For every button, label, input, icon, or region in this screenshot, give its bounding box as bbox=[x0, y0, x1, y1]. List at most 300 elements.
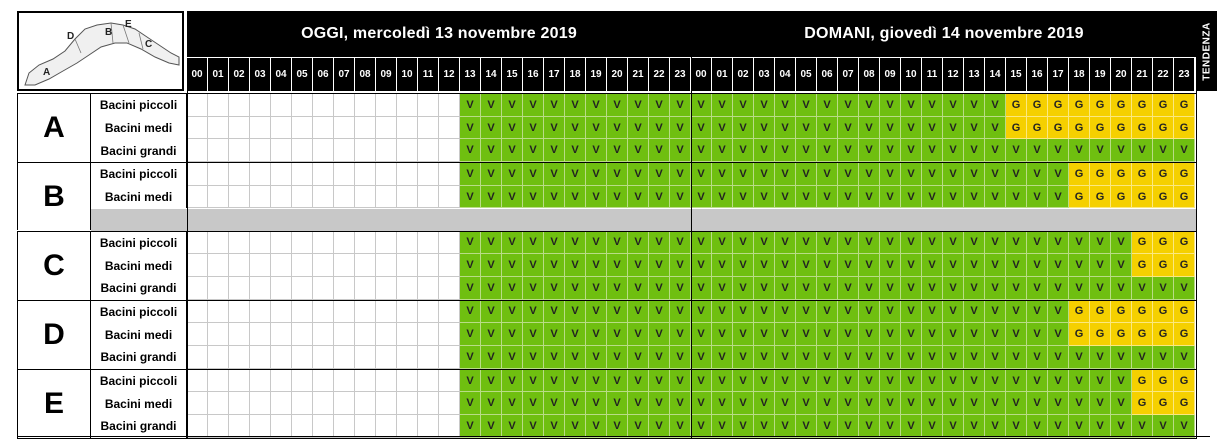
hour-header: 16 bbox=[523, 58, 544, 91]
forecast-cell: V bbox=[628, 163, 649, 186]
forecast-cell: V bbox=[943, 117, 964, 140]
hour-header: 03 bbox=[754, 58, 775, 91]
forecast-cell: V bbox=[796, 232, 817, 255]
forecast-cell bbox=[376, 117, 397, 140]
forecast-cell: V bbox=[838, 301, 859, 324]
forecast-cell: G bbox=[1174, 186, 1195, 209]
forecast-cell: V bbox=[670, 392, 691, 415]
forecast-cell: V bbox=[460, 186, 481, 209]
forecast-cell bbox=[229, 232, 250, 255]
forecast-cell: G bbox=[1174, 94, 1195, 117]
forecast-cell: V bbox=[544, 117, 565, 140]
forecast-cell bbox=[250, 232, 271, 255]
forecast-cell: V bbox=[481, 370, 502, 393]
forecast-cell: V bbox=[649, 346, 670, 369]
forecast-cell bbox=[439, 277, 460, 300]
forecast-cell bbox=[376, 163, 397, 186]
forecast-cell: V bbox=[607, 139, 628, 162]
forecast-cell: G bbox=[1132, 163, 1153, 186]
forecast-cell: G bbox=[1006, 117, 1027, 140]
basin-label: Bacini medi bbox=[91, 117, 187, 140]
forecast-cell: V bbox=[1111, 392, 1132, 415]
forecast-cell bbox=[208, 254, 229, 277]
forecast-cell: V bbox=[712, 392, 733, 415]
forecast-cell: V bbox=[565, 277, 586, 300]
hour-header: 05 bbox=[292, 58, 313, 91]
forecast-cell: V bbox=[1069, 232, 1090, 255]
forecast-cell: V bbox=[1174, 415, 1195, 438]
forecast-cell bbox=[208, 117, 229, 140]
forecast-cell: V bbox=[796, 392, 817, 415]
forecast-cell: G bbox=[1111, 163, 1132, 186]
forecast-cell: V bbox=[859, 392, 880, 415]
hour-header: 16 bbox=[1027, 58, 1048, 91]
forecast-cell: G bbox=[1027, 117, 1048, 140]
hour-header: 10 bbox=[901, 58, 922, 91]
forecast-cell: V bbox=[964, 277, 985, 300]
forecast-cell bbox=[355, 186, 376, 209]
forecast-cell: G bbox=[1132, 301, 1153, 324]
forecast-cell: G bbox=[1132, 94, 1153, 117]
hour-header: 03 bbox=[250, 58, 271, 91]
forecast-cell: V bbox=[943, 163, 964, 186]
forecast-cell: V bbox=[502, 117, 523, 140]
forecast-cell bbox=[355, 163, 376, 186]
forecast-cell bbox=[271, 94, 292, 117]
forecast-cell: V bbox=[964, 346, 985, 369]
forecast-cell: V bbox=[1132, 415, 1153, 438]
forecast-cell: V bbox=[502, 254, 523, 277]
forecast-cell: V bbox=[1027, 346, 1048, 369]
zone-label: E bbox=[17, 370, 91, 438]
forecast-cell: V bbox=[859, 370, 880, 393]
forecast-cell: G bbox=[1132, 232, 1153, 255]
forecast-cell: V bbox=[775, 94, 796, 117]
forecast-cell bbox=[355, 254, 376, 277]
forecast-cell bbox=[187, 323, 208, 346]
forecast-cell: G bbox=[1153, 301, 1174, 324]
hour-header: 13 bbox=[964, 58, 985, 91]
hour-header: 08 bbox=[859, 58, 880, 91]
forecast-cell bbox=[334, 370, 355, 393]
hour-header: 23 bbox=[670, 58, 691, 91]
forecast-cell: V bbox=[586, 117, 607, 140]
forecast-cell: V bbox=[1006, 301, 1027, 324]
forecast-cell: V bbox=[607, 232, 628, 255]
forecast-cell bbox=[397, 301, 418, 324]
forecast-cell bbox=[313, 301, 334, 324]
forecast-cell: V bbox=[859, 277, 880, 300]
forecast-cell: V bbox=[628, 392, 649, 415]
forecast-cell: V bbox=[565, 117, 586, 140]
basin-label: Bacini grandi bbox=[91, 139, 187, 162]
forecast-cell: V bbox=[544, 277, 565, 300]
forecast-cell bbox=[376, 323, 397, 346]
forecast-cell: V bbox=[775, 415, 796, 438]
forecast-cell: V bbox=[901, 415, 922, 438]
forecast-cell: V bbox=[691, 392, 712, 415]
forecast-cell: V bbox=[1006, 277, 1027, 300]
forecast-cell: V bbox=[1027, 277, 1048, 300]
forecast-cell bbox=[313, 392, 334, 415]
forecast-cell bbox=[355, 346, 376, 369]
forecast-cell bbox=[376, 301, 397, 324]
forecast-cell: G bbox=[1153, 254, 1174, 277]
forecast-cell bbox=[397, 392, 418, 415]
forecast-cell bbox=[187, 301, 208, 324]
forecast-cell: V bbox=[775, 139, 796, 162]
forecast-cell bbox=[229, 117, 250, 140]
forecast-cell: V bbox=[1006, 163, 1027, 186]
forecast-cell: V bbox=[901, 370, 922, 393]
forecast-cell: V bbox=[586, 139, 607, 162]
forecast-cell: G bbox=[1153, 163, 1174, 186]
forecast-cell bbox=[187, 370, 208, 393]
forecast-cell: V bbox=[1090, 139, 1111, 162]
forecast-cell: V bbox=[985, 139, 1006, 162]
forecast-cell: V bbox=[943, 323, 964, 346]
forecast-cell: V bbox=[481, 346, 502, 369]
forecast-cell: V bbox=[1174, 139, 1195, 162]
tendency-label: TENDENZA bbox=[1201, 21, 1213, 81]
forecast-cell: V bbox=[565, 94, 586, 117]
forecast-cell: V bbox=[565, 392, 586, 415]
forecast-cell: V bbox=[565, 163, 586, 186]
forecast-cell: V bbox=[1048, 232, 1069, 255]
forecast-cell bbox=[229, 346, 250, 369]
forecast-cell: G bbox=[1069, 94, 1090, 117]
basin-label: Bacini grandi bbox=[91, 277, 187, 300]
forecast-cell bbox=[250, 117, 271, 140]
forecast-cell: V bbox=[607, 370, 628, 393]
map-letter-e: E bbox=[125, 19, 132, 30]
forecast-cell: V bbox=[964, 232, 985, 255]
forecast-cell: V bbox=[796, 117, 817, 140]
forecast-cell: V bbox=[712, 232, 733, 255]
forecast-cell bbox=[271, 163, 292, 186]
forecast-cell bbox=[271, 117, 292, 140]
forecast-cell: G bbox=[1174, 163, 1195, 186]
forecast-cell: V bbox=[649, 139, 670, 162]
forecast-cell: V bbox=[502, 186, 523, 209]
forecast-cell: V bbox=[481, 277, 502, 300]
forecast-cell bbox=[355, 370, 376, 393]
forecast-cell: V bbox=[1069, 277, 1090, 300]
column-divider bbox=[187, 58, 188, 439]
forecast-cell: G bbox=[1132, 186, 1153, 209]
forecast-cell: V bbox=[859, 301, 880, 324]
forecast-cell: V bbox=[880, 323, 901, 346]
forecast-cell bbox=[334, 117, 355, 140]
forecast-cell bbox=[271, 277, 292, 300]
forecast-cell: V bbox=[481, 415, 502, 438]
forecast-cell: V bbox=[502, 370, 523, 393]
forecast-cell: V bbox=[691, 301, 712, 324]
forecast-cell bbox=[334, 277, 355, 300]
forecast-cell: V bbox=[712, 301, 733, 324]
hour-header: 19 bbox=[1090, 58, 1111, 91]
forecast-cell: V bbox=[523, 370, 544, 393]
forecast-cell: V bbox=[733, 94, 754, 117]
forecast-cell: V bbox=[544, 346, 565, 369]
forecast-cell: G bbox=[1174, 301, 1195, 324]
forecast-cell: V bbox=[544, 163, 565, 186]
forecast-cell: V bbox=[523, 277, 544, 300]
forecast-cell: V bbox=[712, 346, 733, 369]
forecast-cell: G bbox=[1069, 301, 1090, 324]
forecast-cell: V bbox=[775, 392, 796, 415]
forecast-cell: V bbox=[964, 323, 985, 346]
forecast-cell: V bbox=[586, 370, 607, 393]
forecast-cell: V bbox=[901, 277, 922, 300]
forecast-cell: V bbox=[985, 94, 1006, 117]
forecast-cell: V bbox=[838, 415, 859, 438]
forecast-cell: V bbox=[544, 232, 565, 255]
forecast-cell: V bbox=[901, 232, 922, 255]
forecast-cell: V bbox=[1006, 370, 1027, 393]
forecast-cell: V bbox=[628, 323, 649, 346]
forecast-cell: V bbox=[880, 370, 901, 393]
hour-header: 15 bbox=[1006, 58, 1027, 91]
forecast-cell: V bbox=[481, 254, 502, 277]
forecast-cell: V bbox=[502, 94, 523, 117]
forecast-cell bbox=[418, 186, 439, 209]
forecast-cell: V bbox=[1090, 254, 1111, 277]
forecast-cell: V bbox=[964, 301, 985, 324]
forecast-cell: V bbox=[712, 139, 733, 162]
forecast-cell: V bbox=[523, 94, 544, 117]
forecast-cell bbox=[418, 94, 439, 117]
forecast-cell bbox=[208, 346, 229, 369]
forecast-cell: V bbox=[733, 163, 754, 186]
forecast-cell: V bbox=[481, 301, 502, 324]
forecast-cell bbox=[439, 117, 460, 140]
forecast-cell: V bbox=[607, 415, 628, 438]
basin-label: Bacini medi bbox=[91, 186, 187, 209]
forecast-cell: V bbox=[712, 163, 733, 186]
forecast-cell: V bbox=[1027, 254, 1048, 277]
forecast-cell: V bbox=[796, 370, 817, 393]
column-divider bbox=[1196, 11, 1197, 439]
forecast-cell: V bbox=[460, 117, 481, 140]
forecast-cell: V bbox=[691, 415, 712, 438]
forecast-cell: V bbox=[754, 392, 775, 415]
forecast-cell bbox=[418, 277, 439, 300]
forecast-cell: V bbox=[775, 232, 796, 255]
forecast-cell bbox=[208, 94, 229, 117]
forecast-cell: G bbox=[1069, 163, 1090, 186]
forecast-cell bbox=[187, 232, 208, 255]
forecast-cell: V bbox=[838, 94, 859, 117]
forecast-cell: V bbox=[628, 415, 649, 438]
forecast-cell bbox=[439, 392, 460, 415]
forecast-cell: V bbox=[754, 94, 775, 117]
forecast-cell: V bbox=[523, 323, 544, 346]
forecast-cell: G bbox=[1174, 392, 1195, 415]
forecast-cell: V bbox=[670, 323, 691, 346]
forecast-cell bbox=[292, 232, 313, 255]
forecast-cell: V bbox=[901, 301, 922, 324]
forecast-cell: V bbox=[1048, 254, 1069, 277]
forecast-cell: V bbox=[943, 94, 964, 117]
forecast-cell: V bbox=[481, 232, 502, 255]
forecast-cell bbox=[439, 415, 460, 438]
forecast-cell: V bbox=[754, 163, 775, 186]
forecast-cell: V bbox=[964, 186, 985, 209]
forecast-cell bbox=[229, 323, 250, 346]
forecast-cell bbox=[250, 139, 271, 162]
forecast-cell bbox=[187, 346, 208, 369]
forecast-cell: V bbox=[460, 346, 481, 369]
forecast-cell: V bbox=[880, 139, 901, 162]
forecast-cell: V bbox=[859, 415, 880, 438]
forecast-cell: V bbox=[712, 415, 733, 438]
forecast-cell: V bbox=[1069, 392, 1090, 415]
forecast-cell: V bbox=[649, 254, 670, 277]
forecast-cell bbox=[418, 139, 439, 162]
forecast-cell: V bbox=[775, 163, 796, 186]
forecast-cell: V bbox=[523, 346, 544, 369]
forecast-cell: V bbox=[733, 117, 754, 140]
forecast-cell: V bbox=[754, 232, 775, 255]
forecast-cell: V bbox=[901, 323, 922, 346]
forecast-cell bbox=[187, 94, 208, 117]
forecast-cell bbox=[439, 301, 460, 324]
forecast-cell bbox=[355, 392, 376, 415]
hour-header: 17 bbox=[1048, 58, 1069, 91]
forecast-cell: V bbox=[817, 254, 838, 277]
forecast-cell bbox=[376, 254, 397, 277]
forecast-cell bbox=[271, 254, 292, 277]
forecast-cell bbox=[292, 117, 313, 140]
forecast-cell: V bbox=[1006, 186, 1027, 209]
forecast-cell: G bbox=[1153, 323, 1174, 346]
forecast-cell bbox=[292, 139, 313, 162]
forecast-cell bbox=[292, 277, 313, 300]
forecast-cell: V bbox=[943, 277, 964, 300]
forecast-cell bbox=[313, 415, 334, 438]
forecast-cell: V bbox=[1111, 139, 1132, 162]
forecast-cell: V bbox=[985, 232, 1006, 255]
forecast-cell: V bbox=[1153, 277, 1174, 300]
forecast-cell: V bbox=[1048, 415, 1069, 438]
forecast-cell: G bbox=[1153, 186, 1174, 209]
forecast-cell: V bbox=[985, 163, 1006, 186]
forecast-cell: V bbox=[838, 117, 859, 140]
forecast-cell bbox=[355, 232, 376, 255]
forecast-cell: V bbox=[607, 254, 628, 277]
forecast-cell bbox=[271, 323, 292, 346]
forecast-cell: V bbox=[1027, 163, 1048, 186]
forecast-cell: V bbox=[922, 346, 943, 369]
forecast-cell: V bbox=[460, 139, 481, 162]
forecast-cell: V bbox=[649, 323, 670, 346]
forecast-cell: V bbox=[649, 415, 670, 438]
forecast-cell bbox=[334, 392, 355, 415]
forecast-cell bbox=[208, 277, 229, 300]
forecast-cell: V bbox=[1027, 370, 1048, 393]
forecast-cell bbox=[376, 139, 397, 162]
forecast-cell: V bbox=[733, 139, 754, 162]
forecast-cell: V bbox=[691, 117, 712, 140]
forecast-cell: V bbox=[502, 415, 523, 438]
forecast-cell: V bbox=[754, 139, 775, 162]
forecast-cell: V bbox=[565, 139, 586, 162]
forecast-cell: V bbox=[817, 94, 838, 117]
forecast-cell: V bbox=[1090, 392, 1111, 415]
forecast-cell: V bbox=[712, 186, 733, 209]
forecast-cell: V bbox=[985, 301, 1006, 324]
forecast-cell: V bbox=[691, 232, 712, 255]
forecast-cell: V bbox=[796, 163, 817, 186]
forecast-cell: V bbox=[964, 163, 985, 186]
forecast-cell bbox=[334, 94, 355, 117]
basin-label: Bacini piccoli bbox=[91, 163, 187, 186]
hour-header: 05 bbox=[796, 58, 817, 91]
hour-header: 04 bbox=[775, 58, 796, 91]
forecast-cell bbox=[208, 139, 229, 162]
forecast-cell: V bbox=[1069, 415, 1090, 438]
forecast-cell bbox=[397, 117, 418, 140]
forecast-cell: V bbox=[607, 277, 628, 300]
forecast-cell bbox=[418, 254, 439, 277]
forecast-cell: V bbox=[964, 254, 985, 277]
forecast-cell: V bbox=[460, 323, 481, 346]
forecast-cell: V bbox=[1090, 370, 1111, 393]
forecast-cell: V bbox=[691, 186, 712, 209]
forecast-cell: V bbox=[607, 323, 628, 346]
forecast-cell bbox=[355, 94, 376, 117]
forecast-cell: V bbox=[817, 277, 838, 300]
forecast-cell: V bbox=[1048, 346, 1069, 369]
forecast-cell: V bbox=[796, 139, 817, 162]
forecast-cell: V bbox=[817, 346, 838, 369]
basin-label: Bacini medi bbox=[91, 254, 187, 277]
forecast-cell: G bbox=[1132, 254, 1153, 277]
forecast-cell: V bbox=[502, 163, 523, 186]
hour-header: 15 bbox=[502, 58, 523, 91]
forecast-cell: V bbox=[565, 186, 586, 209]
forecast-cell: V bbox=[712, 323, 733, 346]
forecast-cell: V bbox=[481, 117, 502, 140]
forecast-cell: V bbox=[1132, 346, 1153, 369]
forecast-cell bbox=[229, 186, 250, 209]
forecast-cell: V bbox=[460, 254, 481, 277]
forecast-cell: V bbox=[817, 392, 838, 415]
forecast-cell: V bbox=[985, 415, 1006, 438]
forecast-cell: V bbox=[1174, 277, 1195, 300]
forecast-cell: V bbox=[502, 232, 523, 255]
forecast-cell bbox=[376, 232, 397, 255]
forecast-cell: V bbox=[985, 370, 1006, 393]
hour-header: 12 bbox=[943, 58, 964, 91]
forecast-cell: V bbox=[1048, 392, 1069, 415]
forecast-cell bbox=[208, 392, 229, 415]
forecast-cell: V bbox=[691, 370, 712, 393]
forecast-cell: V bbox=[670, 370, 691, 393]
forecast-cell bbox=[439, 186, 460, 209]
forecast-cell: V bbox=[901, 392, 922, 415]
forecast-cell: V bbox=[1153, 346, 1174, 369]
forecast-cell bbox=[376, 415, 397, 438]
zone-label: D bbox=[17, 301, 91, 369]
forecast-cell: V bbox=[586, 254, 607, 277]
forecast-cell bbox=[418, 392, 439, 415]
forecast-cell: V bbox=[586, 277, 607, 300]
forecast-cell bbox=[187, 392, 208, 415]
forecast-cell: V bbox=[838, 186, 859, 209]
forecast-cell: G bbox=[1153, 117, 1174, 140]
